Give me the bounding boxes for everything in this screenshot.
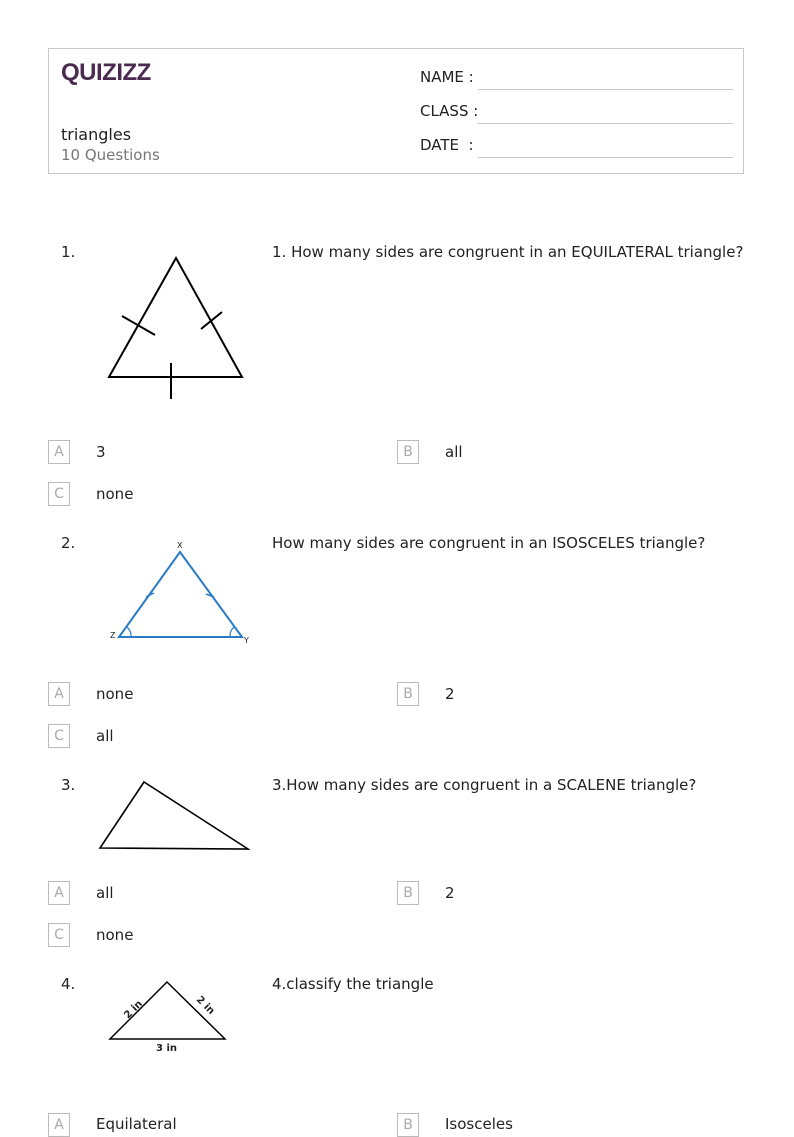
q2-option-a-marker[interactable]: A bbox=[48, 682, 70, 706]
vertex-y-label: Y bbox=[244, 636, 249, 645]
vertex-x-label: X bbox=[177, 541, 183, 550]
q1-option-b-text[interactable]: all bbox=[445, 443, 463, 461]
q1-option-c-text[interactable]: none bbox=[96, 485, 134, 503]
q3-option-b-text[interactable]: 2 bbox=[445, 884, 455, 902]
question-2-number: 2. bbox=[61, 534, 76, 552]
side-label-left: 2 in bbox=[122, 998, 145, 1022]
question-1-number: 1. bbox=[61, 243, 76, 261]
q2-option-c-marker[interactable]: C bbox=[48, 724, 70, 748]
question-3-text: 3.How many sides are congruent in a SCALENE triangle? bbox=[272, 776, 697, 794]
worksheet-header bbox=[48, 48, 744, 174]
question-count: 10 Questions bbox=[61, 146, 160, 164]
question-4-text: 4.classify the triangle bbox=[272, 975, 434, 993]
q2-option-b-text[interactable]: 2 bbox=[445, 685, 455, 703]
side-label-right: 2 in bbox=[193, 994, 217, 1017]
quizizz-logo bbox=[61, 57, 161, 91]
worksheet-title: triangles bbox=[61, 125, 132, 144]
side-label-bottom: 3 in bbox=[156, 1043, 177, 1054]
q3-option-c-text[interactable]: none bbox=[96, 926, 134, 944]
q3-option-a-text[interactable]: all bbox=[96, 884, 114, 902]
class-field[interactable] bbox=[420, 102, 733, 124]
q4-option-a-marker[interactable]: A bbox=[48, 1113, 70, 1137]
name-field[interactable] bbox=[420, 68, 733, 90]
q3-option-a-marker[interactable]: A bbox=[48, 881, 70, 905]
q4-option-b-marker[interactable]: B bbox=[397, 1113, 419, 1137]
q2-option-b-marker[interactable]: B bbox=[397, 682, 419, 706]
date-line bbox=[478, 157, 733, 158]
q3-option-b-marker[interactable]: B bbox=[397, 881, 419, 905]
q4-option-a-text[interactable]: Equilateral bbox=[96, 1115, 177, 1133]
name-line bbox=[478, 89, 733, 90]
vertex-z-label: Z bbox=[110, 631, 116, 640]
class-label: CLASS : bbox=[420, 102, 479, 120]
q1-option-a-text[interactable]: 3 bbox=[96, 443, 106, 461]
labeled-triangle-figure bbox=[104, 976, 232, 1056]
equilateral-triangle-figure bbox=[100, 252, 250, 402]
date-label: DATE : bbox=[420, 136, 474, 154]
question-4-number: 4. bbox=[61, 975, 76, 993]
scalene-triangle-figure bbox=[96, 778, 254, 854]
q4-option-b-text[interactable]: Isosceles bbox=[445, 1115, 513, 1133]
q2-option-a-text[interactable]: none bbox=[96, 685, 134, 703]
name-label: NAME : bbox=[420, 68, 474, 86]
question-3-number: 3. bbox=[61, 776, 76, 794]
q1-option-b-marker[interactable]: B bbox=[397, 440, 419, 464]
question-2-text: How many sides are congruent in an ISOSCELES triangle? bbox=[272, 534, 706, 552]
q3-option-c-marker[interactable]: C bbox=[48, 923, 70, 947]
isosceles-triangle-figure bbox=[105, 538, 255, 650]
q1-option-c-marker[interactable]: C bbox=[48, 482, 70, 506]
date-field[interactable] bbox=[420, 136, 733, 158]
q2-option-c-text[interactable]: all bbox=[96, 727, 114, 745]
q1-option-a-marker[interactable]: A bbox=[48, 440, 70, 464]
svg-text:QUIZIZZ: QUIZIZZ bbox=[61, 59, 151, 86]
question-1-text: 1. How many sides are congruent in an EQUILATERAL triangle? bbox=[272, 243, 744, 261]
class-line bbox=[478, 123, 733, 124]
